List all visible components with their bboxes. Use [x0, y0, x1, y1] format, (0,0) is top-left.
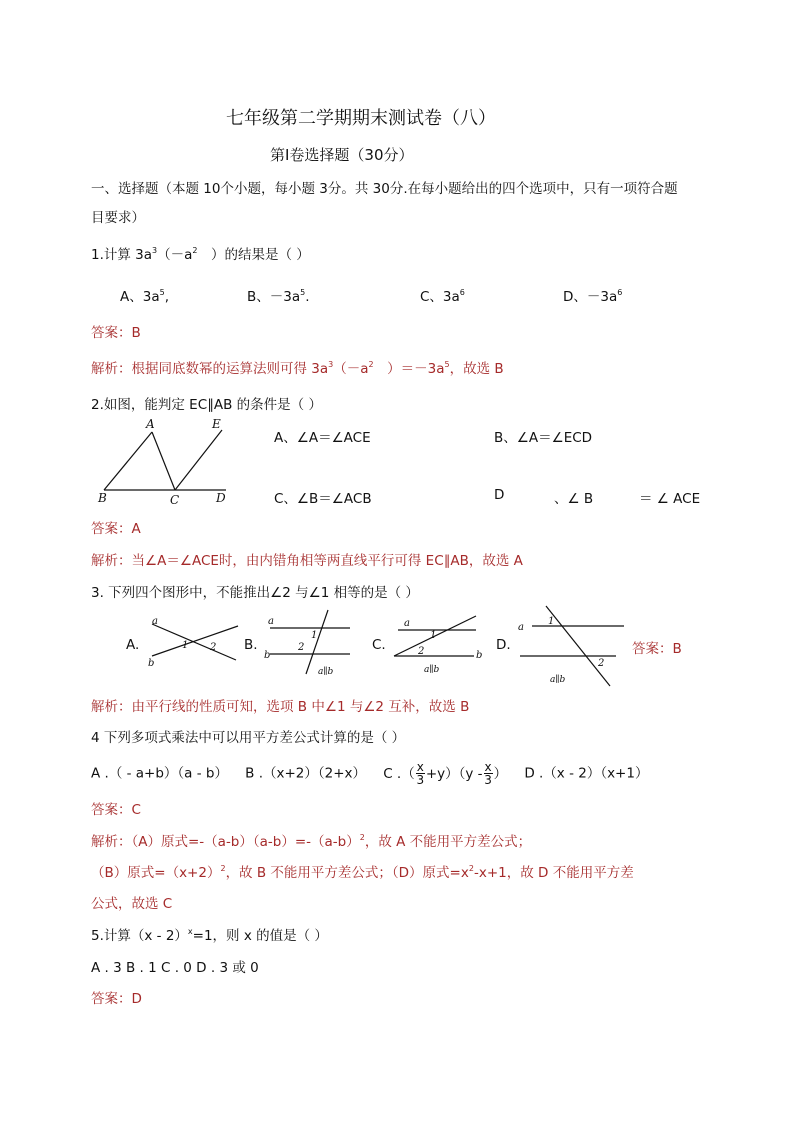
intro-line-1: 一、选择题（本题 10个小题，每小题 3分。共 30分.在每小题给出的四个选项中，只有一项符合题	[91, 181, 678, 197]
section-title: 第Ⅰ卷选择题（30分）	[270, 146, 414, 164]
q2-explanation: 解析：当∠A＝∠ACE时，由内错角相等两直线平行可得 EC∥AB，故选 A	[91, 553, 523, 569]
q4-options	[91, 761, 648, 786]
q1-answer: 答案：B	[91, 325, 141, 341]
q5-answer: 答案：D	[91, 991, 142, 1007]
q2-option-d-angle-ace: ＝ ∠ ACE	[639, 491, 701, 507]
q1-option-a: A、$3a^5$,	[120, 288, 169, 305]
q2-label-e: E	[212, 417, 221, 431]
q3-explanation: 解析：由平行线的性质可知，选项 B 中∠1 与∠2 互补，故选 B	[91, 699, 470, 715]
q2-option-c: C、∠B＝∠ACB	[274, 491, 372, 507]
q1-explanation: 解析：根据同底数幂的运算法则可得 $3a^3(-a^2$ ）$=-3a^5$，故选 B	[91, 360, 504, 377]
q3d-transversal	[546, 606, 610, 686]
q2-answer: 答案：A	[91, 521, 141, 537]
q3b-label-2: 2	[298, 642, 305, 653]
q3b-label-a: a	[268, 616, 274, 627]
q2-label-c: C	[170, 493, 180, 506]
q3-label-a: A.	[126, 637, 140, 653]
page-title: 七年级第二学期期末测试卷（八）	[226, 108, 496, 129]
q3b-transversal	[306, 610, 328, 674]
q3d-label-parallel: a∥b	[550, 675, 566, 685]
q3b-label-parallel: a∥b	[318, 667, 334, 677]
q4-stem: 4 下列多项式乘法中可以用平方差公式计算的是（ ）	[91, 730, 406, 746]
q3-figure-b	[262, 606, 358, 680]
q3b-label-1: 1	[311, 630, 318, 641]
q4-option-c: C .（ $\frac{x}{3}$ +y）（y - $\frac{x}{3}$ ）	[383, 760, 508, 787]
q1-option-d: D、$-3a^6$	[563, 288, 623, 305]
q3a-line-a	[152, 624, 236, 660]
q3d-label-a: a	[518, 622, 524, 633]
q3d-label-1: 1	[548, 616, 555, 627]
intro-line-2: 目要求）	[91, 210, 145, 226]
q3a-label-b: b	[148, 658, 155, 669]
q2-figure	[96, 416, 236, 506]
q4-option-b: B .（x+2）（2+x）	[245, 765, 367, 782]
q2-line-ac	[152, 432, 175, 490]
q3a-label-1: 1	[182, 640, 189, 651]
q3d-label-2: 2	[598, 658, 605, 669]
q3-stem: 3. 下列四个图形中，不能推出∠2 与∠1 相等的是（ ）	[91, 585, 419, 601]
q2-line-ab	[104, 432, 152, 490]
q5-options: A . 3 B . 1 C . 0 D . 3 或 0	[91, 960, 259, 976]
q3c-label-b: b	[476, 650, 483, 661]
q3-figure-c	[390, 608, 490, 678]
q3-figure-d	[512, 602, 626, 688]
q4-explanation-line-3: 公式，故选 C	[91, 896, 173, 912]
q2-stem: 2.如图，能判定 EC∥AB 的条件是（ ）	[91, 397, 322, 413]
q2-label-b: B	[98, 491, 107, 505]
q3-label-d: D.	[496, 637, 511, 653]
q2-label-a: A	[146, 417, 155, 431]
q4-explanation-line-1: 解析：（A）原式$=-(a-b)(a-b)=-(a-b)^2$，故 A 不能用平方差公式；	[91, 833, 532, 850]
q2-label-d: D	[216, 491, 226, 505]
q4-answer: 答案：C	[91, 802, 141, 818]
q3c-label-parallel: a∥b	[424, 665, 440, 675]
q4-option-d: D .（x - 2）（x+1）	[524, 765, 649, 782]
q3-answer: 答案：B	[632, 641, 682, 657]
q1-option-b: B、$-3a^5$.	[247, 288, 310, 305]
q3c-label-2: 2	[418, 646, 425, 657]
q2-option-d-letter: D	[494, 487, 505, 503]
q2-option-b: B、∠A＝∠ECD	[494, 430, 593, 446]
q1-option-c: C、$3a^6$	[420, 288, 465, 305]
q3-label-b: B.	[244, 637, 258, 653]
q3-figure-a	[144, 612, 244, 672]
q3a-label-2: 2	[210, 642, 217, 653]
q4-option-a: A .（ - a+b）（a - b）	[91, 765, 228, 782]
q2-line-ce	[175, 430, 222, 490]
q3c-label-1: 1	[430, 630, 437, 641]
q3b-label-b: b	[264, 650, 271, 661]
q3a-line-b	[152, 626, 238, 656]
q1-stem: 1.计算 $3a^3(-a^2$ ）的结果是（ ）	[91, 246, 310, 263]
q5-stem: 5.计算（x - 2）$^x$=1，则 x 的值是（ ）	[91, 927, 328, 944]
q2-option-d-angle-b: 、∠ B	[554, 491, 594, 507]
q3a-label-a: a	[152, 616, 158, 627]
q3c-label-a: a	[404, 618, 410, 629]
q4-explanation-line-2: （B）原式$=(x+2)^2$，故 B 不能用平方差公式；（D）原式$=x^2-x+1$，故 D 不能用平方差	[91, 864, 634, 881]
q3-label-c: C.	[372, 637, 386, 653]
q2-option-a: A、∠A＝∠ACE	[274, 430, 371, 446]
